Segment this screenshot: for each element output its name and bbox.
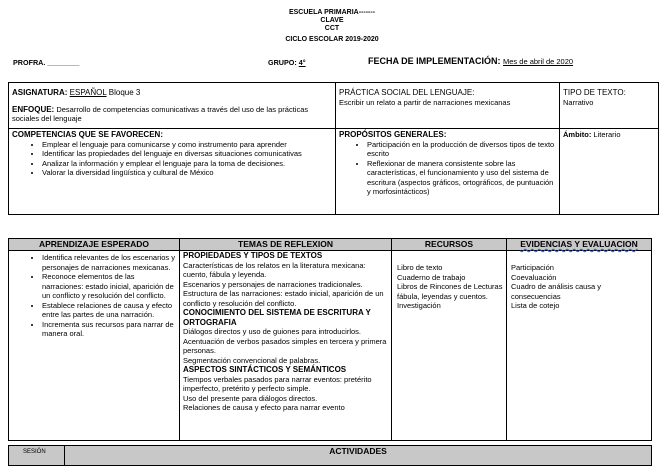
tipo-texto-cell <box>560 83 659 129</box>
enfoque-label: ENFOQUE: <box>12 104 55 114</box>
temas-heading-1: PROPIEDADES Y TIPOS DE TEXTOS <box>183 251 323 260</box>
list-item: Cuaderno de trabajo <box>397 272 466 282</box>
list-item: Lista de cotejo <box>511 301 560 310</box>
competencias-label: COMPETENCIAS QUE SE FAVORECEN: <box>12 130 163 139</box>
bloque-value: Bloque 3 <box>108 88 141 97</box>
temas-heading-3: ASPECTOS SINTÁCTICOS Y SEMÁNTICOS <box>183 365 347 374</box>
header-temas: TEMAS DE REFLEXION <box>180 239 392 251</box>
propositos-cell <box>336 129 560 215</box>
profra-field <box>13 58 79 67</box>
aprendizaje-cell <box>9 251 180 441</box>
temas-text: Uso del presente para diálogos directos. <box>183 393 318 403</box>
list-item: • Participación en la producción de diversos tipos de texto escrito <box>367 140 556 159</box>
practica-value: Escribir un relato a partir de narraciones mexicanas <box>339 97 511 107</box>
temas-text: Tiempos verbales pasados para narrar eventos: pretérito imperfecto, pretérito y perfecto simple. <box>183 374 372 393</box>
temas-text: Características de los relatos en la literatura mexicana: cuento, fábula y leyenda. <box>183 260 366 279</box>
list-item: • Identifica relevantes de los escenarios y personajes de narraciones mexicanas. <box>42 253 176 272</box>
profra-value: ________ <box>47 58 80 67</box>
asignatura-label: ASIGNATURA: <box>12 88 68 97</box>
propositos-label: PROPÓSITOS GENERALES: <box>339 130 447 139</box>
temas-text: Segmentación convencional de palabras. <box>183 355 321 365</box>
list-item: Investigación <box>397 301 441 310</box>
fecha-label: FECHA DE IMPLEMENTACIÓN: <box>368 56 501 66</box>
header-recursos: RECURSOS <box>392 239 507 251</box>
competencias-list <box>12 140 332 178</box>
list-item: Participación <box>511 263 554 272</box>
temas-heading-2: CONOCIMIENTO DEL SISTEMA DE ESCRITURA Y ORTOGRAFIA <box>183 308 371 327</box>
aprendizaje-list <box>12 253 176 339</box>
sesion-header: SESIÓN <box>9 446 65 466</box>
list-item: • Valorar la diversidad lingüística y cultural de México <box>42 168 332 178</box>
asignatura-value: ESPAÑOL <box>69 88 107 97</box>
grupo-value: 4° <box>298 58 306 67</box>
asignatura-cell <box>9 83 336 129</box>
school-cycle: CICLO ESCOLAR 2019-2020 <box>285 36 379 43</box>
enfoque-value: Desarrollo de competencias comunicativas a través del uso de las prácticas sociales del lenguaje <box>12 104 309 123</box>
header-evidencias: EVIDENCIAS Y EVALUACION <box>507 239 652 251</box>
school-name: ESCUELA PRIMARIA------- <box>288 9 376 16</box>
list-item: • Establece relaciones de causa y efecto entre las partes de una narración. <box>42 301 176 320</box>
temas-text: Escenarios y personajes de narraciones tradicionales. Estructura de las narraciones: estado inicial, aparición de un conflicto y resolución del conflicto. <box>183 279 384 308</box>
list-item: Libro de texto <box>397 263 443 272</box>
fecha-field <box>368 56 573 66</box>
grupo-field <box>268 58 306 67</box>
tipo-texto-value: Narrativo <box>563 97 594 107</box>
ambito-cell <box>560 129 659 215</box>
content-table <box>8 238 652 441</box>
grupo-label: GRUPO: <box>268 58 297 67</box>
ambito-label: Ámbito: <box>563 130 592 139</box>
recursos-cell <box>392 251 507 441</box>
actividades-header: ACTIVIDADES <box>65 446 652 466</box>
competencias-cell <box>9 129 336 215</box>
header-aprendizaje: APRENDIZAJE ESPERADO <box>9 239 180 251</box>
list-item: • Reconoce elementos de las narraciones: estado inicial, aparición de un conflicto y resolución del conflicto. <box>42 272 176 301</box>
list-item: • Incrementa sus recursos para narrar de manera oral. <box>42 320 176 339</box>
list-item: Coevaluación <box>511 272 557 282</box>
list-item: Libros de Rincones de Lecturas fábula, leyendas y cuentos. <box>397 282 503 301</box>
clave-label: CLAVE <box>320 17 344 24</box>
practica-cell <box>336 83 560 129</box>
profra-label: PROFRA. <box>13 58 46 67</box>
list-item: • Identificar las propiedades del lenguaje en diversas situaciones comunicativas <box>42 149 332 159</box>
sessions-table <box>8 445 652 466</box>
tipo-texto-label: TIPO DE TEXTO: <box>563 88 626 97</box>
list-item: • Emplear el lenguaje para comunicarse y como instrumento para aprender <box>42 140 332 150</box>
temas-text: Diálogos directos y uso de guiones para introducirlos. Acentuación de verbos pasados simples en tercera y primera personas. <box>183 327 387 355</box>
temas-text: Relaciones de causa y efecto para narrar evento <box>183 403 345 412</box>
list-item: Cuadro de análisis causa y consecuencias <box>511 282 602 301</box>
list-item: • Analizar la información y emplear el lenguaje para la toma de decisiones. <box>42 159 332 169</box>
ambito-value: Literario <box>593 130 621 139</box>
propositos-list <box>339 140 556 197</box>
fecha-value: Mes de abril de 2020 <box>503 57 574 66</box>
cct-label: CCT <box>324 25 340 32</box>
practica-label: PRÁCTICA SOCIAL DEL LENGUAJE: <box>339 88 475 97</box>
temas-cell <box>180 251 392 441</box>
list-item: • Reflexionar de manera consistente sobre las características, el funcionamiento y uso del sistema de escritura (aspectos gráficos, ortográficos, de puntuación y morfosintácticos) <box>367 159 556 197</box>
evidencias-cell <box>507 251 652 441</box>
planning-table <box>8 82 659 215</box>
